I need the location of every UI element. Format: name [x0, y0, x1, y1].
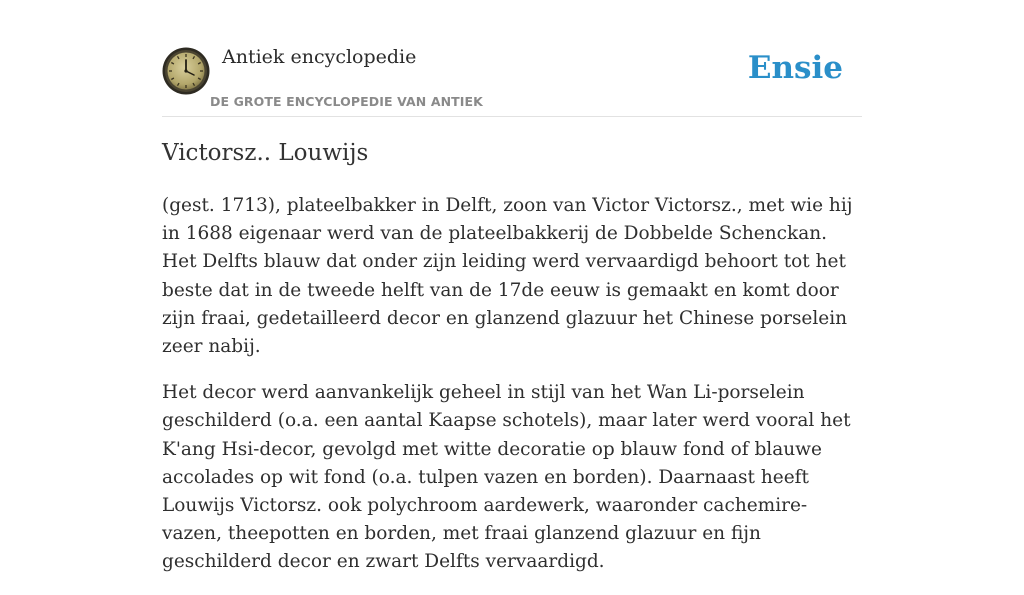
site-header	[162, 0, 862, 117]
article-paragraph: (gest. 1713), plateelbakker in Delft, zoon van Victor Victorsz., met wie hij in 1688 eigenaar werd van de plateelbakkerij de Dobbelde Schenckan. Het Delfts blauw dat onder zijn leiding werd vervaardigd behoort tot het beste dat in de tweede helft van de 17de eeuw is gemaakt en komt door zijn fraai, gedetailleerd decor en glanzend glazuur het Chinese porselein zeer nabij.	[162, 195, 853, 358]
site-name[interactable]: Antiek encyclopedie	[222, 46, 417, 68]
article-title: Victorsz.. Louwijs	[162, 140, 369, 166]
article-paragraph: Het decor werd aanvankelijk geheel in stijl van het Wan Li-porselein geschilderd (o.a. een aantal Kaapse schotels), maar later werd vooral het K'ang Hsi-decor, gevolgd met witte decoratie op blauw fond of blauwe accolades op wit fond (o.a. tulpen vazen en borden). Daarnaast heeft Louwijs Victorsz. ook polychroom aardewerk, waaronder cachemire-vazen, theepotten en borden, met fraai glanzend glazuur en fijn geschilderd decor en zwart Delfts vervaardigd.	[162, 382, 851, 573]
article-body	[162, 192, 862, 595]
site-tagline: DE GROTE ENCYCLOPEDIE VAN ANTIEK	[210, 94, 483, 109]
antique-clock-icon[interactable]	[162, 47, 210, 95]
ensie-logo-link[interactable]: Ensie	[747, 50, 843, 86]
